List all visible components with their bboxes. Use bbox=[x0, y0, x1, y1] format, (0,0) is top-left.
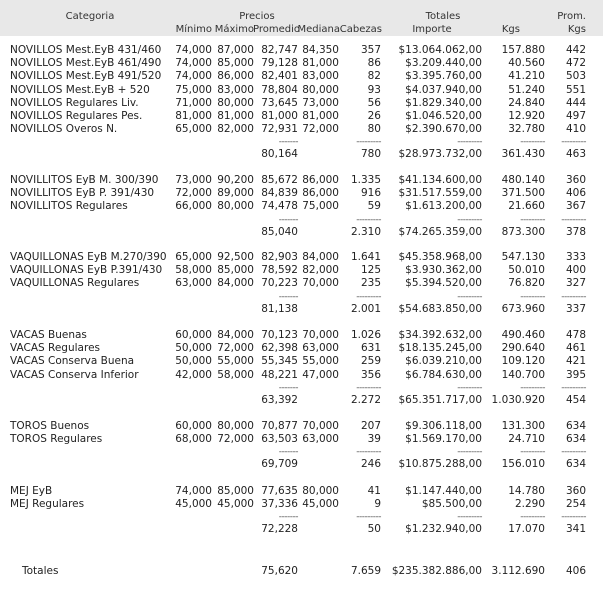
row-kgs-cell: 2.290 bbox=[514, 498, 545, 511]
row-med-cell: 70,000 bbox=[302, 277, 339, 290]
header-precios: Precios bbox=[239, 11, 275, 22]
row-max-cell: 83,000 bbox=[217, 83, 254, 96]
subtotal-pkg-cell: 463 bbox=[565, 148, 586, 161]
subtotal-separator: --------- bbox=[356, 137, 381, 148]
subtotal-kgs-cell: 673.960 bbox=[501, 302, 545, 315]
row-kgs-cell: 371.500 bbox=[501, 187, 545, 200]
row-min-cell: 50,000 bbox=[175, 342, 212, 355]
row-pkg-cell: 503 bbox=[565, 70, 586, 83]
row-max-cell: 85,000 bbox=[217, 485, 254, 497]
row-imp-cell: $5.394.520,00 bbox=[405, 277, 482, 290]
row-prom-cell: 62,398 bbox=[261, 342, 298, 355]
subtotal-pkg-cell: 341 bbox=[565, 523, 586, 536]
row-cab-cell: 631 bbox=[360, 342, 381, 355]
row-med-cell: 47,000 bbox=[302, 368, 339, 381]
row-imp-cell: $3.209.440,00 bbox=[405, 57, 482, 70]
row-kgs-cell: 50.010 bbox=[508, 264, 545, 277]
row-imp-cell: $1.569.170,00 bbox=[405, 433, 482, 446]
row-cat-cell: VACAS Regulares bbox=[10, 342, 100, 355]
row-max-cell: 80,000 bbox=[217, 420, 254, 432]
subtotal-prom-cell: 63,392 bbox=[261, 393, 298, 406]
row-cab-cell: 259 bbox=[360, 355, 381, 368]
subtotal-cab-cell: 2.001 bbox=[350, 302, 381, 315]
row-prom-cell: 63,503 bbox=[261, 433, 298, 446]
row-cab-cell: 59 bbox=[367, 200, 381, 213]
subtotal-kgs-cell: 1.030.920 bbox=[491, 393, 545, 406]
row-cat-cell: NOVILLOS Mest.EyB 461/490 bbox=[10, 57, 162, 70]
row-cat-cell: NOVILLITOS Regulares bbox=[10, 200, 128, 213]
totales-prom-cell: 75,620 bbox=[261, 565, 298, 577]
totales-pkg-cell: 406 bbox=[565, 565, 586, 577]
row-min-cell: 63,000 bbox=[175, 277, 212, 290]
subtotal-kgs-cell: 361.430 bbox=[501, 148, 545, 161]
row-med-cell: 72,000 bbox=[302, 123, 339, 136]
row-max-cell: 80,000 bbox=[217, 96, 254, 109]
row-med-cell: 55,000 bbox=[302, 355, 339, 368]
subtotal-separator: --------- bbox=[520, 214, 545, 225]
subtotal-separator: --------- bbox=[561, 291, 586, 302]
row-med-cell: 80,000 bbox=[302, 485, 339, 497]
row-prom-cell: 82,401 bbox=[261, 70, 298, 83]
row-min-cell: 60,000 bbox=[175, 329, 212, 341]
row-pkg-cell: 461 bbox=[565, 342, 586, 355]
subtotal-separator: --------- bbox=[520, 137, 545, 148]
row-prom-cell: 72,931 bbox=[261, 123, 298, 136]
header-promedio: Promedio bbox=[252, 24, 300, 35]
row-cat-cell: NOVILLITOS EyB M. 300/390 bbox=[10, 174, 159, 186]
row-kgs-cell: 21.660 bbox=[508, 200, 545, 213]
subtotal-separator: --------- bbox=[356, 291, 381, 302]
row-max-cell: 84,000 bbox=[217, 277, 254, 290]
row-pkg-cell: 367 bbox=[565, 200, 586, 213]
row-med-cell: 63,000 bbox=[302, 342, 339, 355]
row-kgs-cell: 480.140 bbox=[501, 174, 545, 186]
row-max-cell: 58,000 bbox=[217, 368, 254, 381]
row-prom-cell: 37,336 bbox=[261, 498, 298, 511]
subtotal-separator: --------- bbox=[520, 291, 545, 302]
totales-label: Totales bbox=[22, 565, 59, 577]
row-pkg-cell: 406 bbox=[565, 187, 586, 200]
row-min-cell: 50,000 bbox=[175, 355, 212, 368]
row-pkg-cell: 472 bbox=[565, 57, 586, 70]
row-med-cell: 81,000 bbox=[302, 110, 339, 122]
row-med-cell: 45,000 bbox=[302, 498, 339, 511]
row-max-cell: 86,000 bbox=[217, 70, 254, 83]
subtotal-kgs-cell: 156.010 bbox=[501, 458, 545, 471]
subtotal-cab-cell: 2.310 bbox=[350, 225, 381, 238]
row-imp-cell: $1.046.520,00 bbox=[405, 110, 482, 122]
subtotal-imp-cell: $28.973.732,00 bbox=[398, 148, 482, 161]
row-imp-cell: $9.306.118,00 bbox=[405, 420, 482, 432]
row-cat-cell: NOVILLOS Overos N. bbox=[10, 123, 118, 136]
row-imp-cell: $3.930.362,00 bbox=[405, 264, 482, 277]
subtotal-separator: --------- bbox=[356, 512, 381, 523]
row-max-cell: 80,000 bbox=[217, 200, 254, 213]
row-pkg-cell: 478 bbox=[565, 329, 586, 341]
subtotal-kgs-cell: 873.300 bbox=[501, 225, 545, 238]
row-prom-cell: 70,123 bbox=[261, 329, 298, 341]
row-imp-cell: $45.358.968,00 bbox=[398, 251, 482, 263]
header-prom-kgs: Kgs bbox=[567, 24, 586, 35]
row-min-cell: 58,000 bbox=[175, 264, 212, 277]
row-max-cell: 89,000 bbox=[217, 187, 254, 200]
row-med-cell: 75,000 bbox=[302, 200, 339, 213]
subtotal-separator: ------- bbox=[278, 512, 298, 523]
subtotal-separator: --------- bbox=[561, 447, 586, 458]
row-pkg-cell: 395 bbox=[565, 368, 586, 381]
subtotal-separator: ------- bbox=[278, 447, 298, 458]
row-pkg-cell: 551 bbox=[565, 83, 586, 96]
row-cab-cell: 1.641 bbox=[350, 251, 381, 263]
subtotal-cab-cell: 780 bbox=[360, 148, 381, 161]
row-med-cell: 83,000 bbox=[302, 70, 339, 83]
row-max-cell: 81,000 bbox=[217, 110, 254, 122]
row-min-cell: 60,000 bbox=[175, 420, 212, 432]
subtotal-separator: --------- bbox=[356, 214, 381, 225]
row-cab-cell: 82 bbox=[367, 70, 381, 83]
row-kgs-cell: 490.460 bbox=[501, 329, 545, 341]
subtotal-separator: --------- bbox=[561, 512, 586, 523]
row-min-cell: 74,000 bbox=[175, 70, 212, 83]
subtotal-imp-cell: $54.683.850,00 bbox=[398, 302, 482, 315]
row-min-cell: 68,000 bbox=[175, 433, 212, 446]
row-imp-cell: $13.064.062,00 bbox=[398, 44, 482, 56]
row-cab-cell: 207 bbox=[360, 420, 381, 432]
row-imp-cell: $18.135.245,00 bbox=[398, 342, 482, 355]
row-med-cell: 81,000 bbox=[302, 57, 339, 70]
row-cab-cell: 1.335 bbox=[350, 174, 381, 186]
row-imp-cell: $31.517.559,00 bbox=[398, 187, 482, 200]
header-importe: Importe bbox=[412, 24, 452, 35]
totales-kgs-cell: 3.112.690 bbox=[491, 565, 545, 577]
subtotal-separator: --------- bbox=[457, 512, 482, 523]
header-prom: Prom. bbox=[557, 11, 586, 22]
subtotal-cab-cell: 2.272 bbox=[350, 393, 381, 406]
subtotal-prom-cell: 69,709 bbox=[261, 458, 298, 471]
row-min-cell: 72,000 bbox=[175, 187, 212, 200]
row-prom-cell: 85,672 bbox=[261, 174, 298, 186]
row-prom-cell: 79,128 bbox=[261, 57, 298, 70]
row-med-cell: 84,350 bbox=[302, 44, 339, 56]
subtotal-imp-cell: $74.265.359,00 bbox=[398, 225, 482, 238]
row-imp-cell: $34.392.632,00 bbox=[398, 329, 482, 341]
subtotal-imp-cell: $10.875.288,00 bbox=[398, 458, 482, 471]
row-cat-cell: MEJ Regulares bbox=[10, 498, 85, 511]
header-minimo: Mínimo bbox=[175, 24, 212, 35]
row-prom-cell: 82,747 bbox=[261, 44, 298, 56]
row-cat-cell: TOROS Buenos bbox=[10, 420, 90, 432]
row-cab-cell: 9 bbox=[374, 498, 381, 511]
row-med-cell: 63,000 bbox=[302, 433, 339, 446]
header-categoria: Categoria bbox=[65, 11, 115, 22]
row-prom-cell: 78,592 bbox=[261, 264, 298, 277]
row-min-cell: 74,000 bbox=[175, 485, 212, 497]
row-cat-cell: NOVILLOS Regulares Pes. bbox=[10, 110, 143, 122]
subtotal-separator: --------- bbox=[457, 137, 482, 148]
row-max-cell: 45,000 bbox=[217, 498, 254, 511]
row-cat-cell: NOVILLOS Mest.EyB + 520 bbox=[10, 83, 150, 96]
row-cab-cell: 56 bbox=[367, 96, 381, 109]
header-cabezas: Cabezas bbox=[339, 24, 382, 35]
row-cab-cell: 39 bbox=[367, 433, 381, 446]
subtotal-separator: --------- bbox=[520, 512, 545, 523]
row-pkg-cell: 360 bbox=[565, 485, 586, 497]
row-prom-cell: 73,645 bbox=[261, 96, 298, 109]
row-med-cell: 86,000 bbox=[302, 187, 339, 200]
row-min-cell: 75,000 bbox=[175, 83, 212, 96]
row-min-cell: 71,000 bbox=[175, 96, 212, 109]
row-prom-cell: 84,839 bbox=[261, 187, 298, 200]
row-cab-cell: 1.026 bbox=[350, 329, 381, 341]
subtotal-imp-cell: $65.351.717,00 bbox=[398, 393, 482, 406]
totales-cab-cell: 7.659 bbox=[350, 565, 381, 577]
row-kgs-cell: 51.240 bbox=[508, 83, 545, 96]
subtotal-prom-cell: 80,164 bbox=[261, 148, 298, 161]
header-maximo: Máximo bbox=[214, 24, 254, 35]
row-med-cell: 73,000 bbox=[302, 96, 339, 109]
subtotal-separator: ------- bbox=[278, 291, 298, 302]
row-med-cell: 84,000 bbox=[302, 251, 339, 263]
row-min-cell: 65,000 bbox=[175, 251, 212, 263]
row-cat-cell: TOROS Regulares bbox=[10, 433, 103, 446]
row-imp-cell: $3.395.760,00 bbox=[405, 70, 482, 83]
subtotal-separator: --------- bbox=[457, 382, 482, 393]
row-cat-cell: VACAS Conserva Buena bbox=[10, 355, 135, 368]
subtotal-separator: ------- bbox=[278, 214, 298, 225]
row-cab-cell: 357 bbox=[360, 44, 381, 56]
row-min-cell: 74,000 bbox=[175, 57, 212, 70]
row-cat-cell: VACAS Conserva Inferior bbox=[10, 368, 139, 381]
row-prom-cell: 48,221 bbox=[261, 368, 298, 381]
row-max-cell: 55,000 bbox=[217, 355, 254, 368]
totales-imp-cell: $235.382.886,00 bbox=[391, 565, 482, 577]
row-med-cell: 82,000 bbox=[302, 264, 339, 277]
row-imp-cell: $1.613.200,00 bbox=[405, 200, 482, 213]
table-header bbox=[0, 0, 603, 36]
subtotal-kgs-cell: 17.070 bbox=[508, 523, 545, 536]
row-prom-cell: 77,635 bbox=[261, 485, 298, 497]
row-max-cell: 90,200 bbox=[217, 174, 254, 186]
header-totales: Totales bbox=[425, 11, 461, 22]
row-min-cell: 65,000 bbox=[175, 123, 212, 136]
row-cab-cell: 86 bbox=[367, 57, 381, 70]
row-max-cell: 85,000 bbox=[217, 57, 254, 70]
row-imp-cell: $6.784.630,00 bbox=[405, 368, 482, 381]
row-prom-cell: 70,877 bbox=[261, 420, 298, 432]
row-prom-cell: 55,345 bbox=[261, 355, 298, 368]
row-kgs-cell: 140.700 bbox=[501, 368, 545, 381]
row-cat-cell: VAQUILLONAS EyB P.391/430 bbox=[10, 264, 163, 277]
row-max-cell: 92,500 bbox=[217, 251, 254, 263]
subtotal-pkg-cell: 634 bbox=[565, 458, 586, 471]
row-med-cell: 86,000 bbox=[302, 174, 339, 186]
row-min-cell: 73,000 bbox=[175, 174, 212, 186]
subtotal-separator: --------- bbox=[356, 382, 381, 393]
row-min-cell: 81,000 bbox=[175, 110, 212, 122]
subtotal-separator: --------- bbox=[520, 382, 545, 393]
row-pkg-cell: 327 bbox=[565, 277, 586, 290]
row-cab-cell: 235 bbox=[360, 277, 381, 290]
row-cat-cell: NOVILLITOS EyB P. 391/430 bbox=[10, 187, 155, 200]
subtotal-pkg-cell: 337 bbox=[565, 302, 586, 315]
subtotal-separator: ------- bbox=[278, 382, 298, 393]
row-cat-cell: NOVILLOS Mest.EyB 491/520 bbox=[10, 70, 162, 83]
subtotal-imp-cell: $1.232.940,00 bbox=[405, 523, 482, 536]
row-cat-cell: MEJ EyB bbox=[10, 485, 53, 497]
subtotal-cab-cell: 50 bbox=[367, 523, 381, 536]
row-kgs-cell: 41.210 bbox=[508, 70, 545, 83]
subtotal-separator: --------- bbox=[561, 137, 586, 148]
subtotal-prom-cell: 72,228 bbox=[261, 523, 298, 536]
row-kgs-cell: 24.840 bbox=[508, 96, 545, 109]
row-cab-cell: 93 bbox=[367, 83, 381, 96]
row-min-cell: 66,000 bbox=[175, 200, 212, 213]
subtotal-separator: --------- bbox=[520, 447, 545, 458]
row-cab-cell: 41 bbox=[367, 485, 381, 497]
row-max-cell: 87,000 bbox=[217, 44, 254, 56]
row-cat-cell: VAQUILLONAS Regulares bbox=[10, 277, 140, 290]
row-prom-cell: 78,804 bbox=[261, 83, 298, 96]
subtotal-cab-cell: 246 bbox=[360, 458, 381, 471]
row-pkg-cell: 634 bbox=[565, 420, 586, 432]
subtotal-prom-cell: 81,138 bbox=[261, 302, 298, 315]
row-pkg-cell: 410 bbox=[565, 123, 586, 136]
header-kgs: Kgs bbox=[501, 24, 520, 35]
row-cab-cell: 125 bbox=[360, 264, 381, 277]
row-pkg-cell: 634 bbox=[565, 433, 586, 446]
row-min-cell: 45,000 bbox=[175, 498, 212, 511]
row-kgs-cell: 547.130 bbox=[501, 251, 545, 263]
subtotal-separator: --------- bbox=[561, 214, 586, 225]
row-max-cell: 72,000 bbox=[217, 342, 254, 355]
row-cab-cell: 356 bbox=[360, 368, 381, 381]
row-kgs-cell: 157.880 bbox=[501, 44, 545, 56]
row-pkg-cell: 442 bbox=[565, 44, 586, 56]
subtotal-prom-cell: 85,040 bbox=[261, 225, 298, 238]
row-prom-cell: 70,223 bbox=[261, 277, 298, 290]
row-imp-cell: $1.147.440,00 bbox=[405, 485, 482, 497]
row-imp-cell: $85.500,00 bbox=[421, 498, 482, 511]
row-cab-cell: 916 bbox=[360, 187, 381, 200]
row-imp-cell: $1.829.340,00 bbox=[405, 96, 482, 109]
row-kgs-cell: 32.780 bbox=[508, 123, 545, 136]
row-med-cell: 70,000 bbox=[302, 420, 339, 432]
subtotal-separator: --------- bbox=[457, 214, 482, 225]
row-pkg-cell: 360 bbox=[565, 174, 586, 186]
row-imp-cell: $2.390.670,00 bbox=[405, 123, 482, 136]
subtotal-separator: ------- bbox=[278, 137, 298, 148]
row-cat-cell: VAQUILLONAS EyB M.270/390 bbox=[10, 251, 167, 263]
row-kgs-cell: 24.710 bbox=[508, 433, 545, 446]
row-imp-cell: $4.037.940,00 bbox=[405, 83, 482, 96]
row-prom-cell: 82,903 bbox=[261, 251, 298, 263]
row-med-cell: 80,000 bbox=[302, 83, 339, 96]
row-pkg-cell: 400 bbox=[565, 264, 586, 277]
row-max-cell: 82,000 bbox=[217, 123, 254, 136]
row-imp-cell: $6.039.210,00 bbox=[405, 355, 482, 368]
subtotal-separator: --------- bbox=[356, 447, 381, 458]
row-kgs-cell: 290.640 bbox=[501, 342, 545, 355]
row-max-cell: 85,000 bbox=[217, 264, 254, 277]
row-max-cell: 72,000 bbox=[217, 433, 254, 446]
row-cat-cell: NOVILLOS Mest.EyB 431/460 bbox=[10, 44, 162, 56]
row-cab-cell: 26 bbox=[367, 110, 381, 122]
subtotal-pkg-cell: 454 bbox=[565, 393, 586, 406]
row-min-cell: 74,000 bbox=[175, 44, 212, 56]
row-cat-cell: NOVILLOS Regulares Liv. bbox=[10, 96, 139, 109]
subtotal-pkg-cell: 378 bbox=[565, 225, 586, 238]
row-cab-cell: 80 bbox=[367, 123, 381, 136]
row-kgs-cell: 76.820 bbox=[508, 277, 545, 290]
row-cat-cell: VACAS Buenas bbox=[10, 329, 87, 341]
row-kgs-cell: 131.300 bbox=[501, 420, 545, 432]
row-max-cell: 84,000 bbox=[217, 329, 254, 341]
row-kgs-cell: 40.560 bbox=[508, 57, 545, 70]
row-min-cell: 42,000 bbox=[175, 368, 212, 381]
subtotal-separator: --------- bbox=[457, 447, 482, 458]
row-pkg-cell: 497 bbox=[565, 110, 586, 122]
row-kgs-cell: 14.780 bbox=[508, 485, 545, 497]
row-kgs-cell: 12.920 bbox=[508, 110, 545, 122]
row-kgs-cell: 109.120 bbox=[501, 355, 545, 368]
row-pkg-cell: 421 bbox=[565, 355, 586, 368]
row-imp-cell: $41.134.600,00 bbox=[398, 174, 482, 186]
row-prom-cell: 74,478 bbox=[261, 200, 298, 213]
subtotal-separator: --------- bbox=[457, 291, 482, 302]
row-pkg-cell: 333 bbox=[565, 251, 586, 263]
header-mediana: Mediana bbox=[297, 24, 340, 35]
row-pkg-cell: 254 bbox=[565, 498, 586, 511]
subtotal-separator: --------- bbox=[561, 382, 586, 393]
row-med-cell: 70,000 bbox=[302, 329, 339, 341]
row-prom-cell: 81,000 bbox=[261, 110, 298, 122]
row-pkg-cell: 444 bbox=[565, 96, 586, 109]
